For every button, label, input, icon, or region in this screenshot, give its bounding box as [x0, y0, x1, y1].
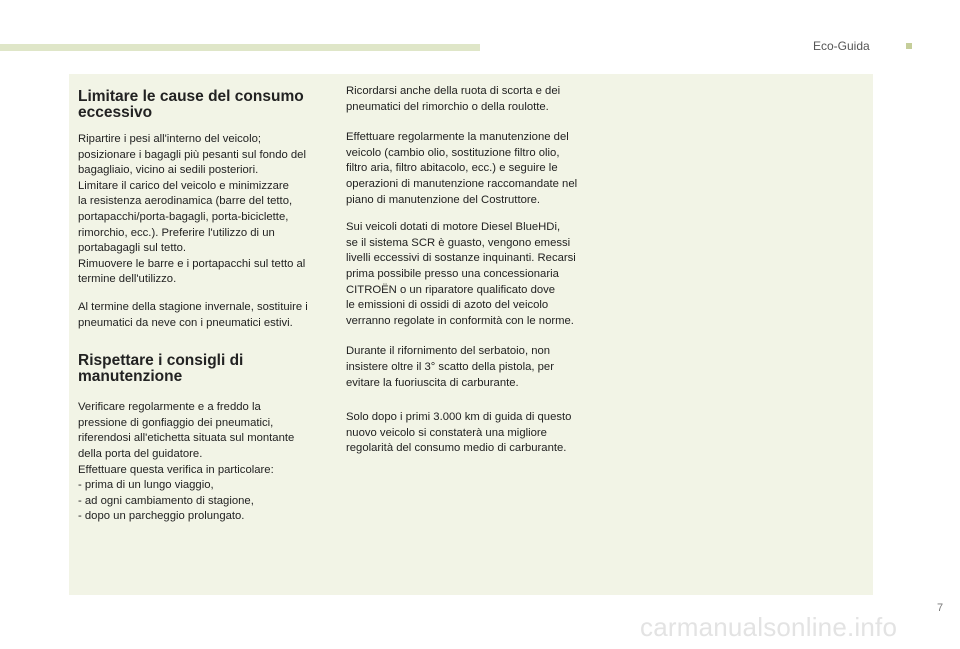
text-line: piano di manutenzione del Costruttore.: [346, 193, 541, 206]
text-line: Ricordarsi anche della ruota di scorta e dei: [346, 85, 561, 97]
text-line: livelli eccessivi di sostanze inquinanti. Recarsi: [346, 252, 576, 265]
text-line: filtro aria, filtro abitacolo, ecc.) e seguire le: [346, 162, 558, 175]
text-line: le emissioni di ossidi di azoto del veicolo: [346, 299, 549, 312]
text-line: la resistenza aerodinamica (barre del tetto,: [78, 195, 293, 208]
paragraph: [78, 400, 334, 525]
text-line: rimorchio, ecc.). Preferire l'utilizzo di un: [78, 226, 275, 239]
heading-manutenzione: Rispettare i consigli di manutenzione: [78, 352, 244, 386]
text-line: verranno regolate in conformità con le norme.: [346, 314, 574, 327]
text-line: pressione di gonfiaggio dei pneumatici,: [78, 416, 274, 429]
heading-consumo: Limitare le cause del consumo eccessivo: [78, 88, 304, 121]
text-line: prima possibile presso una concessionaria: [346, 267, 559, 280]
text-line: operazioni di manutenzione raccomandate nel: [346, 177, 578, 190]
section-title: Eco-Guida: [813, 39, 870, 53]
text-line: della porta del guidatore.: [78, 447, 203, 460]
text-line: regolarità del consumo medio di carburante.: [346, 442, 567, 455]
text-line: pneumatici del rimorchio o della roulotte.: [346, 100, 549, 113]
paragraph: [346, 410, 598, 457]
text-line: - dopo un parcheggio prolungato.: [78, 510, 245, 523]
text-line: Rimuovere le barre e i portapacchi sul tetto al: [78, 257, 306, 270]
text-line: posizionare i bagagli più pesanti sul fondo del: [78, 148, 306, 161]
text-line: evitare la fuoriuscita di carburante.: [346, 376, 519, 389]
text-line: riferendosi all'etichetta situata sul montante: [78, 432, 295, 445]
text-line: veicolo (cambio olio, sostituzione filtro olio,: [346, 146, 560, 159]
paragraph: [78, 132, 334, 288]
content-panel: [69, 74, 873, 595]
left-column: [78, 74, 334, 525]
text-line: Verificare regolarmente e a freddo la: [78, 401, 261, 414]
text-line: - ad ogni cambiamento di stagione,: [78, 494, 254, 507]
text-line: Durante il rifornimento del serbatoio, non: [346, 345, 551, 358]
text-line: insistere oltre il 3° scatto della pistola, per: [346, 360, 554, 373]
text-line: Al termine della stagione invernale, sostituire i: [78, 300, 308, 313]
paragraph: [346, 344, 598, 391]
text-line: bagagliaio, vicino ai sedili posteriori.: [78, 164, 259, 177]
text-line: pneumatici da neve con i pneumatici estivi.: [78, 316, 293, 329]
paragraph: [346, 130, 598, 208]
text-line: portapacchi/porta-bagagli, porta-biciclette,: [78, 210, 289, 223]
text-line: nuovo veicolo si constaterà una migliore: [346, 426, 547, 439]
text-line: Effettuare questa verifica in particolare:: [78, 463, 274, 476]
paragraph: [346, 220, 598, 329]
watermark: carmanualsonline.info: [640, 612, 898, 642]
text-line: termine dell'utilizzo.: [78, 273, 177, 286]
text-line: portabagagli sul tetto.: [78, 242, 187, 255]
paragraph: [78, 300, 334, 331]
text-line: Sui veicoli dotati di motore Diesel BlueHDi,: [346, 221, 561, 234]
section-marker: [906, 43, 912, 49]
text-line: - prima di un lungo viaggio,: [78, 479, 214, 492]
text-line: Limitare il carico del veicolo e minimizzare: [78, 179, 289, 192]
paragraph: [346, 84, 598, 115]
text-line: se il sistema SCR è guasto, vengono emessi: [346, 236, 571, 249]
text-line: Ripartire i pesi all'interno del veicolo;: [78, 133, 261, 145]
right-column: [346, 84, 598, 457]
text-line: CITROËN o un riparatore qualificato dove: [346, 283, 556, 296]
text-line: Effettuare regolarmente la manutenzione del: [346, 131, 569, 144]
text-line: Solo dopo i primi 3.000 km di guida di questo: [346, 411, 572, 424]
page-number: 7: [937, 602, 944, 614]
header-accent-bar: [0, 44, 480, 51]
